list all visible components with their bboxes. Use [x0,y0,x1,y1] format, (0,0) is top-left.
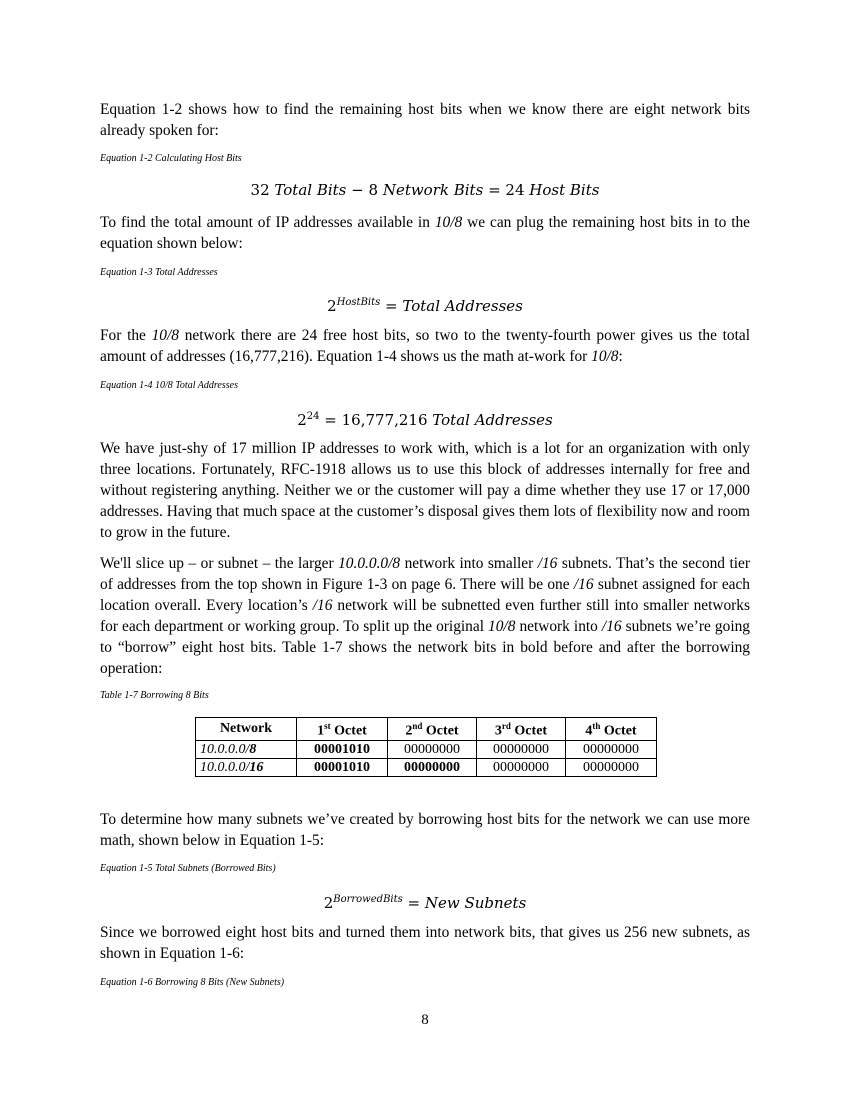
text-run: subnets. That’s the second tier of addresses from the top shown in Figure 1-3 on page 6. There will be one [100,555,750,593]
eq-variable: Total Addresses [432,411,553,429]
page-number: 8 [421,1012,429,1028]
table-header-cell [477,718,566,741]
table-cell: 00000000 [477,740,566,758]
caption-equation-1-5: Equation 1-5 Total Subnets (Borrowed Bits) [100,863,276,874]
paragraph-subnet-slicing [100,553,750,679]
header-text: Octet [422,723,459,739]
eq-base: 2 [297,411,307,429]
eq-number: 16,777,216 [341,411,428,429]
header-text: 4 [585,723,593,739]
header-ordinal: rd [501,721,511,731]
table-cell: 00001010 [297,740,388,758]
eq-number: 32 [250,181,270,199]
caption-table-1-7: Table 1-7 Borrowing 8 Bits [100,690,209,701]
table-cell: 00000000 [566,740,657,758]
eq-operator: = [319,411,342,429]
eq-exponent: BorrowedBits [333,894,403,905]
eq-base: 2 [323,894,334,912]
eq-variable: New Subnets [424,894,527,912]
table-header-cell [566,718,657,741]
header-text: 2 [405,723,413,739]
text-run: subnets we’re going to “borrow” eight host bits. Table 1-7 shows the network bits in bold before and after the borrowing operation: [100,618,750,677]
text-run-italic: 10/8 [434,214,463,231]
caption-equation-1-2: Equation 1-2 Calculating Host Bits [100,153,242,164]
caption-equation-1-3: Equation 1-3 Total Addresses [100,267,218,278]
paragraph-determine-subnets: To determine how many subnets we’ve created by borrowing host bits for the network we can use more math, shown below in Equation 1-5: [100,811,750,849]
eq-base: 2 [327,297,337,315]
network-prefix: 10.0.0.0/ [200,759,250,775]
paragraph-rfc1918: We have just-shy of 17 million IP addresses to work with, which is a lot for an organization with only three locations. Fortunately, RFC-1918 allows us to use this block of addresses internally for free and without registering anything. Neither we or the customer will pay a dime whether they use 17 or 17,000 addresses. Having that much space at the customer’s disposal gives them lots of flexibility now and room to grow in the future. [100,440,750,541]
text-run: network there are 24 free host bits, so two to the twenty-fourth power gives us the total amount of addresses (16,777,216). Equation 1-4 shows us the math at-work for [100,327,750,365]
paragraph-free-host-bits [100,325,750,367]
text-run: For the [100,327,152,344]
text-run-italic: /16 [573,576,594,593]
table-header-cell [297,718,388,741]
table-cell: 00000000 [388,740,477,758]
table-cell: 00000000 [477,758,566,776]
table-header-cell [388,718,477,741]
equation-1-4 [100,406,750,431]
table-cell: 00000000 [566,758,657,776]
header-text: 1 [317,723,325,739]
network-mask: 16 [249,759,264,775]
text-run-italic: /16 [537,555,558,572]
header-text: Octet [510,723,548,739]
header-ordinal: nd [412,721,423,731]
header-text: 3 [494,723,502,739]
text-run-italic: 10/8 [151,327,179,344]
equation-1-5 [100,889,750,914]
caption-equation-1-6: Equation 1-6 Borrowing 8 Bits (New Subnets) [100,977,285,988]
table-cell: 00001010 [297,758,388,776]
text-run-italic: /16 [312,597,333,614]
paragraph-256-subnets: Since we borrowed eight host bits and turned them into network bits, that gives us 256 new subnets, as shown in Equation 1-6: [100,924,750,962]
eq-number: 8 [368,181,379,199]
eq-variable: Host Bits [529,181,600,199]
table-header-cell [196,718,297,741]
text-run-italic: /16 [601,618,622,635]
paragraph-intro: Equation 1-2 shows how to find the remaining host bits when we know there are eight network bits already spoken for: [100,101,750,139]
network-mask: 8 [249,741,257,757]
table-cell-network [196,758,297,776]
table-row [196,758,657,776]
eq-number: 24 [505,181,525,199]
paragraph-total-addresses [100,212,750,254]
header-text: Octet [600,723,637,739]
equation-1-3 [100,292,750,317]
eq-variable: Total Addresses [402,297,523,315]
table-row [196,740,657,758]
equation-1-2 [100,180,750,201]
text-run-italic: 10/8 [591,348,619,365]
table-header-row [196,718,657,741]
network-prefix: 10.0.0.0/ [200,741,250,757]
table-cell: 00000000 [388,758,477,776]
eq-variable: Total Bits [274,181,347,199]
text-run: network into [515,618,602,635]
text-run: To find the total amount of IP addresses available in [100,214,435,231]
borrowing-bits-table [195,717,657,777]
text-run: network into smaller [400,555,538,572]
text-run-italic: 10/8 [488,618,516,635]
eq-operator: = [380,297,403,315]
caption-equation-1-4: Equation 1-4 10/8 Total Addresses [100,380,238,391]
text-run: subnet assigned for each location overall. Every location’s [100,576,751,614]
text-run: : [618,348,623,365]
eq-variable: Network Bits [382,181,484,199]
text-run-italic: 10.0.0.0/8 [338,555,401,572]
eq-exponent: 24 [306,411,320,422]
table-cell-network [196,740,297,758]
header-text: Octet [330,723,367,739]
header-ordinal: st [324,721,331,731]
eq-operator: − [346,181,369,199]
header-ordinal: th [592,721,601,731]
eq-operator: = [483,181,506,199]
header-text: Network [219,721,273,737]
text-run: we can plug the remaining host bits in to the equation shown below: [100,214,750,252]
text-run: network will be subnetted even further still into smaller networks for each department or working group. To split up the original [100,597,750,635]
eq-exponent: HostBits [336,297,381,308]
eq-operator: = [402,894,425,912]
text-run: We'll slice up – or subnet – the larger [100,555,339,572]
